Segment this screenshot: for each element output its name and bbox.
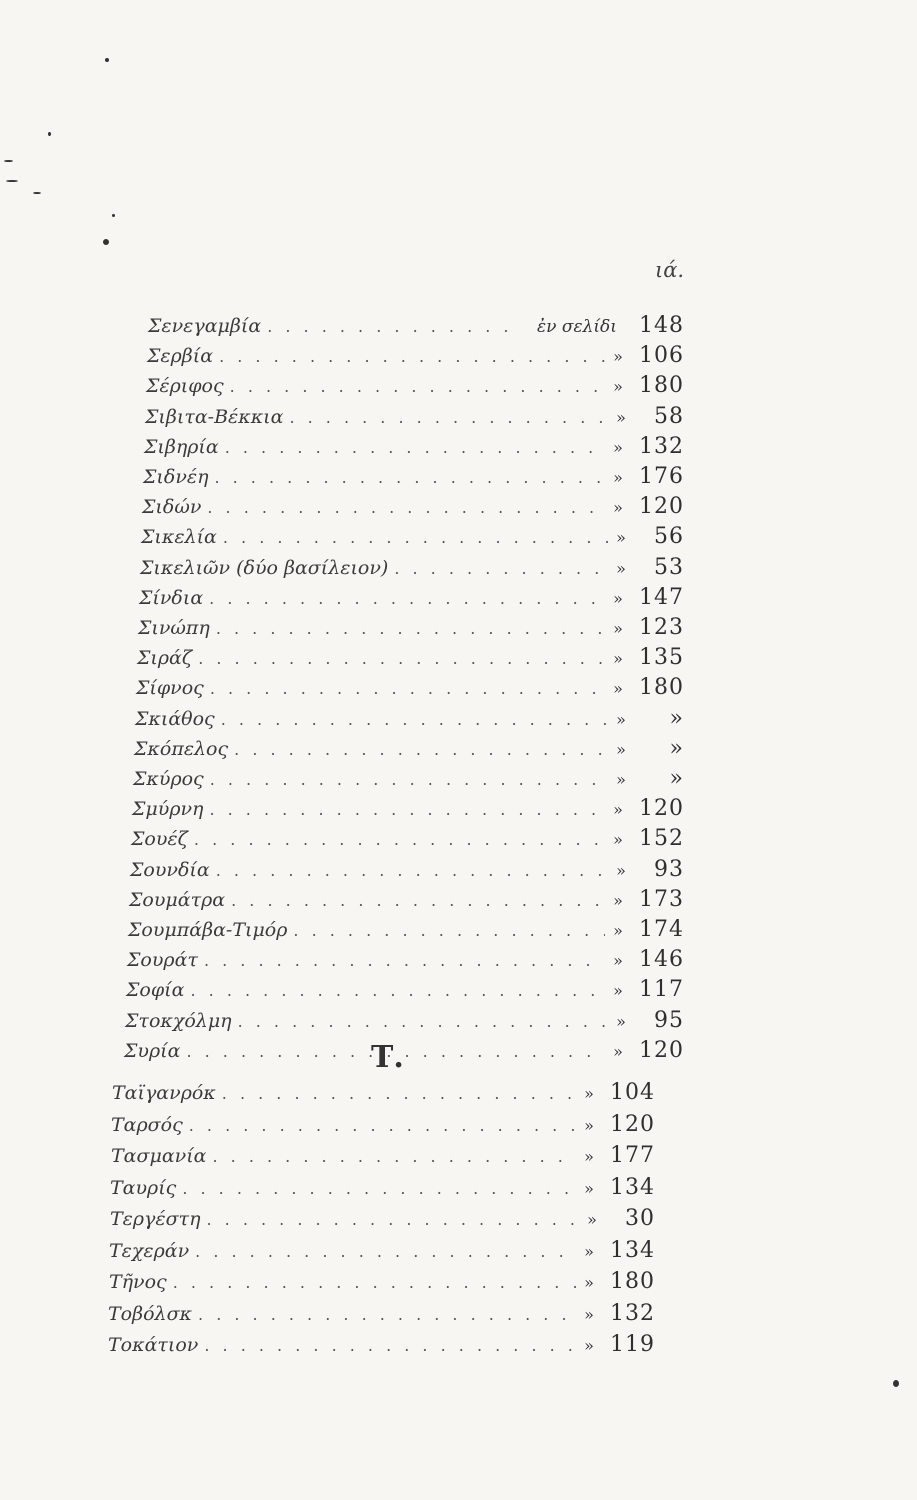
page-reference-label: ἐν σελίδι: [537, 317, 617, 337]
dot-leader: [198, 1305, 576, 1324]
page-reference-label: »: [584, 1147, 594, 1166]
page-number: 180: [639, 675, 684, 701]
index-entry: [135, 706, 684, 734]
index-entry: [111, 1143, 655, 1171]
place-name: Σουράτ: [127, 949, 198, 972]
page-reference-label: »: [613, 981, 623, 1001]
index-entry: [124, 1038, 684, 1066]
page-number: 123: [639, 615, 684, 640]
page-folio: ιά.: [655, 258, 685, 282]
index-entry: [137, 645, 684, 673]
index-entry: [109, 1269, 655, 1297]
index-entry: [130, 857, 684, 885]
page-reference-label: »: [613, 921, 623, 940]
place-name: Σίνδια: [139, 586, 204, 609]
index-entry: [125, 1008, 684, 1036]
index-entry: [129, 887, 684, 915]
page-reference-label: »: [584, 1178, 594, 1198]
index-entry: [109, 1238, 655, 1266]
page-number: 180: [639, 373, 684, 399]
section-heading-t: Τ.: [371, 1040, 404, 1075]
page-number: 120: [639, 1037, 684, 1063]
page-number: 104: [610, 1080, 655, 1105]
index-entry: [111, 1112, 655, 1140]
index-entry: [126, 977, 684, 1005]
page-reference-label: »: [587, 1210, 597, 1229]
dot-leader: [212, 1147, 576, 1166]
page-number: 120: [639, 796, 684, 822]
place-name: Σμύρνη: [132, 798, 204, 821]
page-reference-label: »: [584, 1241, 594, 1261]
place-name: Ταϊγανρόκ: [112, 1082, 216, 1104]
index-entry: [127, 947, 684, 975]
page-number: 120: [639, 494, 684, 520]
dot-leader: [198, 649, 605, 668]
page-number: 56: [654, 524, 684, 550]
place-name: Τῆνος: [109, 1271, 167, 1293]
dot-leader: [221, 710, 608, 729]
page-number: 95: [654, 1007, 684, 1033]
index-entry: [147, 343, 684, 371]
index-entry: [136, 675, 684, 703]
page-reference-label: »: [616, 1011, 626, 1031]
dot-leader: [216, 619, 605, 638]
index-entry: [145, 404, 684, 432]
dot-leader: [267, 317, 523, 336]
page-reference-label: »: [613, 800, 623, 820]
dot-leader: [210, 679, 605, 698]
index-entry: [134, 736, 684, 764]
page-reference-label: »: [613, 347, 623, 367]
page-number: 135: [639, 645, 684, 671]
dot-leader: [230, 377, 605, 396]
place-name: Σιδνέη: [143, 466, 209, 488]
index-entry: [140, 555, 684, 583]
index-entry: [139, 585, 684, 613]
index-entry: [131, 826, 684, 854]
page-reference-label: »: [613, 649, 623, 669]
place-name: Σκύρος: [133, 768, 204, 790]
place-name: Σινώπη: [138, 617, 210, 639]
place-name: Σουμάτρα: [129, 888, 226, 911]
page-number: 147: [639, 584, 684, 610]
dot-leader: [206, 1210, 579, 1229]
place-name: Ταρσός: [111, 1113, 183, 1136]
dot-leader: [182, 1179, 576, 1198]
dot-leader: [394, 559, 608, 578]
place-name: Τοβόλσκ: [108, 1302, 193, 1325]
place-name: Σερβία: [147, 345, 214, 368]
place-name: Σέριφος: [146, 375, 224, 398]
place-name: Σκόπελος: [134, 737, 229, 760]
page-reference-label: »: [613, 679, 623, 699]
page-reference-label: »: [584, 1336, 594, 1355]
place-name: Σιβηρία: [144, 435, 219, 458]
page-number: 132: [639, 433, 684, 459]
page-number: 152: [639, 826, 684, 852]
place-name: Ταυρίς: [110, 1176, 177, 1199]
place-name: Συρία: [124, 1039, 181, 1062]
dot-leader: [190, 981, 605, 1000]
index-entry: [108, 1301, 655, 1329]
page-number: 117: [639, 977, 684, 1003]
dot-leader: [204, 1336, 576, 1355]
dot-leader: [216, 861, 608, 880]
dot-leader: [238, 1012, 608, 1031]
index-entry: [141, 524, 684, 552]
place-name: Σοφία: [126, 979, 185, 1002]
page-reference-label: »: [616, 558, 626, 578]
place-name: Σουνδία: [130, 858, 210, 881]
page-number: »: [669, 705, 684, 731]
dot-leader: [289, 408, 608, 427]
place-name: Σικελιῶν (δύο βασίλειον): [140, 556, 389, 579]
dot-leader: [173, 1273, 576, 1292]
page-number: 176: [639, 464, 684, 489]
dot-leader: [214, 468, 605, 487]
dot-leader: [207, 498, 605, 517]
page-number: »: [669, 766, 684, 791]
page-reference-label: »: [584, 1273, 594, 1292]
place-name: Τασμανία: [111, 1145, 207, 1167]
page-number: 120: [610, 1111, 655, 1137]
index-entry: [143, 464, 684, 492]
index-entry: [133, 766, 684, 794]
page-reference-label: »: [616, 528, 626, 548]
page-reference-label: »: [613, 1041, 623, 1061]
dot-leader: [204, 951, 605, 970]
dot-leader: [189, 1116, 576, 1135]
index-entry: [138, 615, 684, 643]
place-name: Τεχεράν: [109, 1239, 190, 1262]
page-reference-label: »: [616, 770, 626, 789]
page-number: 180: [610, 1269, 655, 1294]
place-name: Τεργέστη: [110, 1208, 201, 1230]
dot-leader: [209, 589, 605, 608]
place-name: Σίφνος: [136, 677, 204, 700]
page-number: 119: [610, 1332, 655, 1357]
page-number: »: [669, 735, 684, 761]
page-reference-label: »: [616, 739, 626, 759]
page-number: 177: [610, 1143, 655, 1168]
page-number: 93: [654, 856, 684, 882]
place-name: Σουμπάβα-Τιμόρ: [128, 919, 288, 941]
page-number: 106: [639, 343, 684, 369]
index-entry: [112, 1080, 655, 1108]
page-number: 58: [654, 403, 684, 429]
page-reference-label: »: [584, 1304, 594, 1324]
page-reference-label: »: [613, 890, 623, 910]
dot-leader: [210, 770, 608, 789]
page-reference-label: »: [613, 498, 623, 518]
page-reference-label: »: [613, 468, 623, 487]
place-name: Σικελία: [141, 526, 217, 549]
index-entry: [110, 1206, 655, 1234]
dot-leader: [195, 1242, 576, 1261]
page-number: 148: [639, 313, 684, 338]
place-name: Σιβιτα-Βέκκια: [145, 405, 284, 428]
place-name: Σουέζ: [131, 828, 188, 851]
page-reference-label: »: [584, 1115, 594, 1135]
index-entry: [132, 796, 684, 824]
dot-leader: [222, 1084, 576, 1103]
page-reference-label: »: [616, 709, 626, 729]
page-number: 173: [639, 886, 684, 912]
page-reference-label: »: [613, 619, 623, 638]
place-name: Σκιάθος: [135, 707, 215, 730]
page-number: 53: [654, 554, 684, 580]
dot-leader: [293, 921, 605, 940]
page-reference-label: »: [616, 860, 626, 880]
place-name: Στοκχόλμη: [125, 1009, 232, 1032]
page-number: 132: [610, 1300, 655, 1326]
index-entry: [128, 917, 684, 945]
page-reference-label: »: [613, 437, 623, 457]
index-entry: [108, 1332, 655, 1360]
page-reference-label: »: [613, 830, 623, 850]
index-entry: [144, 434, 684, 462]
place-name: Σιράζ: [137, 647, 193, 670]
page-number: 146: [639, 947, 684, 973]
page-number: 174: [639, 917, 684, 942]
page-reference-label: »: [616, 407, 626, 427]
dot-leader: [194, 830, 605, 849]
index-entry: [110, 1175, 655, 1203]
page-reference-label: »: [613, 588, 623, 608]
dot-leader: [231, 891, 605, 910]
place-name: Σιδών: [142, 496, 202, 519]
index-entry: [142, 494, 684, 522]
dot-leader: [223, 528, 608, 547]
dot-leader: [234, 740, 608, 759]
page-number: 134: [610, 1237, 655, 1263]
dot-leader: [219, 347, 605, 366]
dot-leader: [225, 438, 605, 457]
index-entry: [146, 373, 684, 401]
dot-leader: [209, 800, 605, 819]
index-entry: [148, 313, 684, 341]
page-reference-label: »: [584, 1084, 594, 1103]
place-name: Τοκάτιον: [108, 1334, 199, 1356]
page-number: 30: [625, 1206, 655, 1231]
page-reference-label: »: [613, 951, 623, 971]
page-number: 134: [610, 1174, 655, 1200]
page-reference-label: »: [613, 377, 623, 397]
place-name: Σενεγαμβία: [148, 315, 262, 337]
